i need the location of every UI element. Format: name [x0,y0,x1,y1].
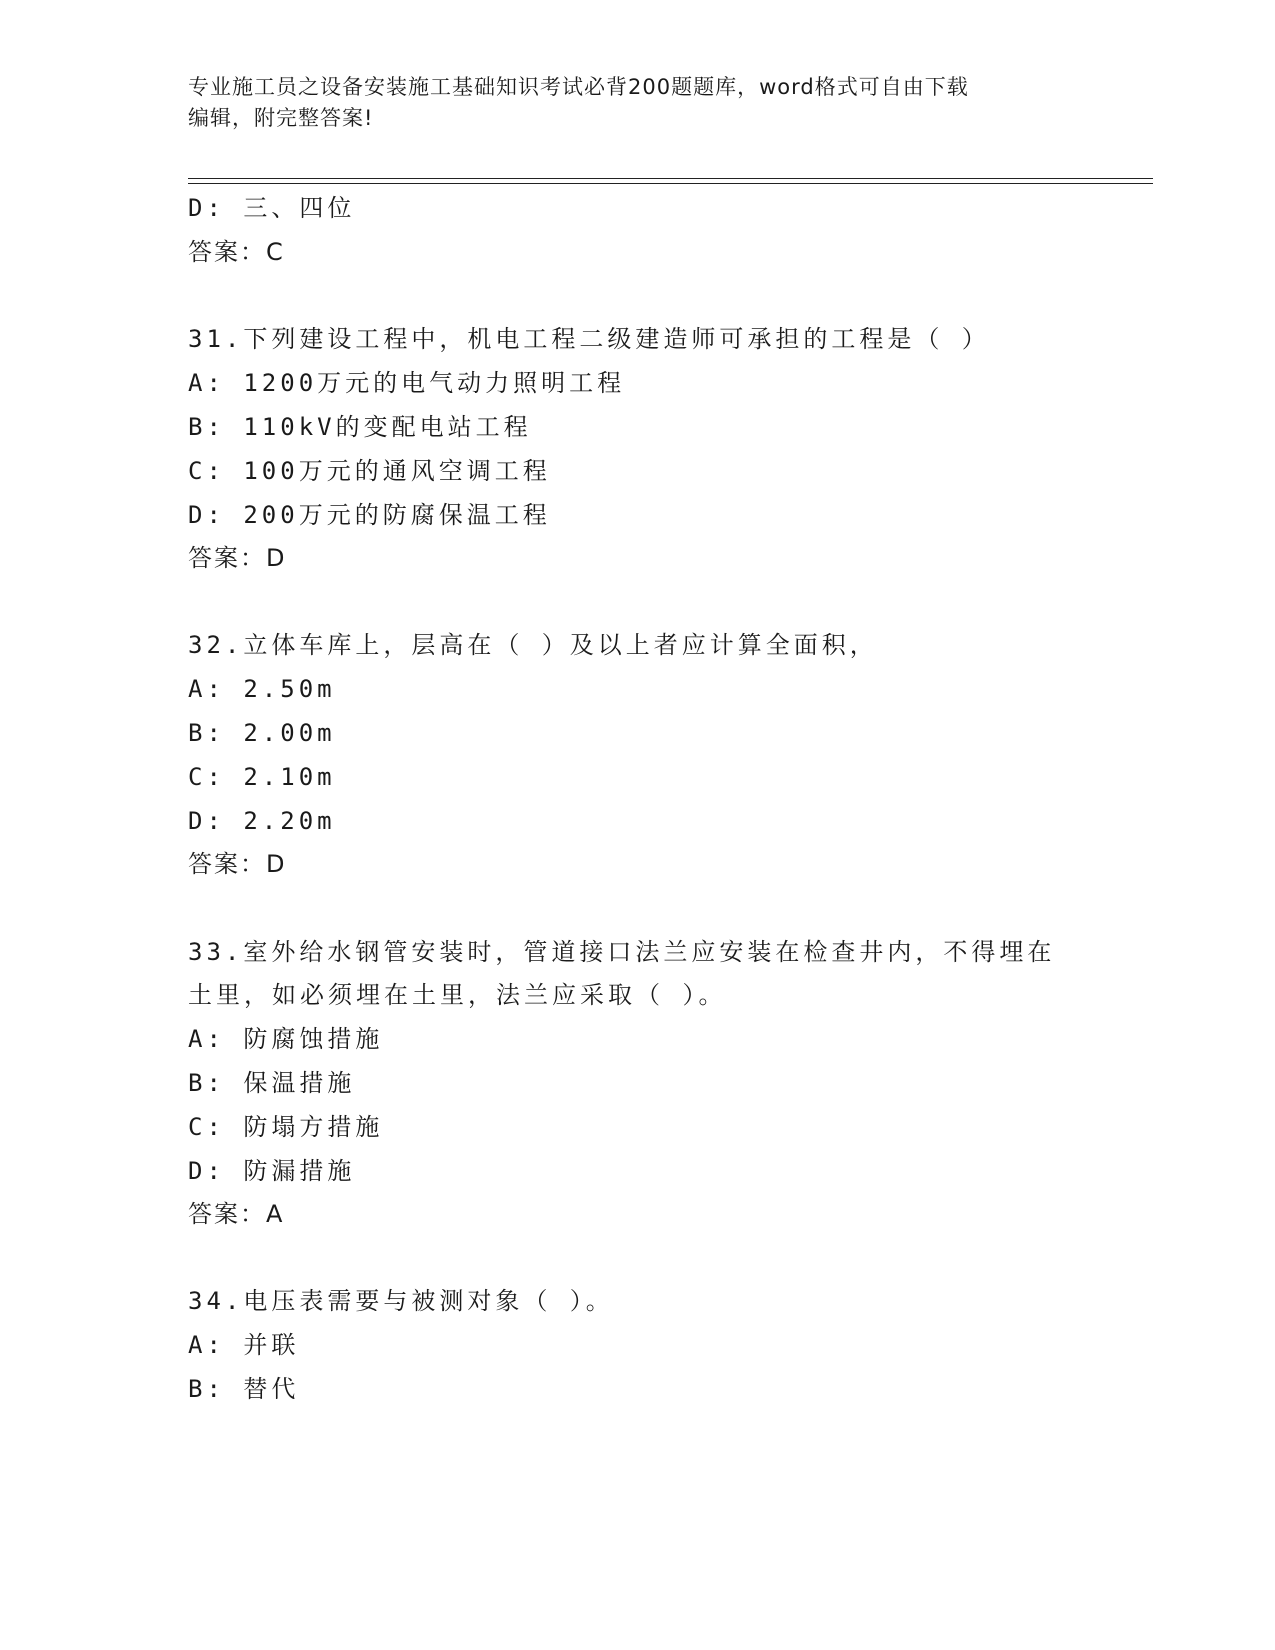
question-33-answer: 答案：A [188,1200,285,1228]
header-title-line-1: 专业施工员之设备安装施工基础知识考试必背200题题库，word格式可自由下载 [188,75,969,99]
question-31-option-d: D: 200万元的防腐保温工程 [188,501,551,529]
document-header [188,72,1088,134]
question-31-stem: 31.下列建设工程中，机电工程二级建造师可承担的工程是（ ） [188,325,990,353]
question-33-option-a: A: 防腐蚀措施 [188,1025,384,1053]
question-33-option-b: B: 保温措施 [188,1069,356,1097]
question-33-stem-line-2: 土里，如必须埋在土里，法兰应采取（ ）。 [188,981,727,1009]
question-32-option-c: C: 2.10m [188,763,336,791]
question-32-option-d: D: 2.20m [188,807,336,835]
prev-option-d: D: 三、四位 [188,194,356,222]
question-33-option-c: C: 防塌方措施 [188,1113,384,1141]
question-34-option-b: B: 替代 [188,1375,300,1403]
question-31-option-a: A: 1200万元的电气动力照明工程 [188,369,626,397]
question-34-option-a: A: 并联 [188,1331,300,1359]
question-31-option-b: B: 110kV的变配电站工程 [188,413,532,441]
question-31-option-c: C: 100万元的通风空调工程 [188,457,551,485]
question-32-answer: 答案：D [188,850,287,878]
question-32-option-a: A: 2.50m [188,675,336,703]
question-33-stem-line-1: 33.室外给水钢管安装时，管道接口法兰应安装在检查井内，不得埋在 [188,938,1056,966]
question-34-stem: 34.电压表需要与被测对象（ ）。 [188,1287,614,1315]
header-title-line-2: 编辑，附完整答案! [188,106,374,130]
header-divider-bottom [188,183,1153,184]
question-31-answer: 答案：D [188,544,287,572]
prev-answer: 答案：C [188,238,285,266]
header-divider-top [188,178,1153,179]
question-32-stem: 32.立体车库上，层高在（ ）及以上者应计算全面积， [188,631,878,659]
question-32-option-b: B: 2.00m [188,719,336,747]
question-33-option-d: D: 防漏措施 [188,1157,356,1185]
